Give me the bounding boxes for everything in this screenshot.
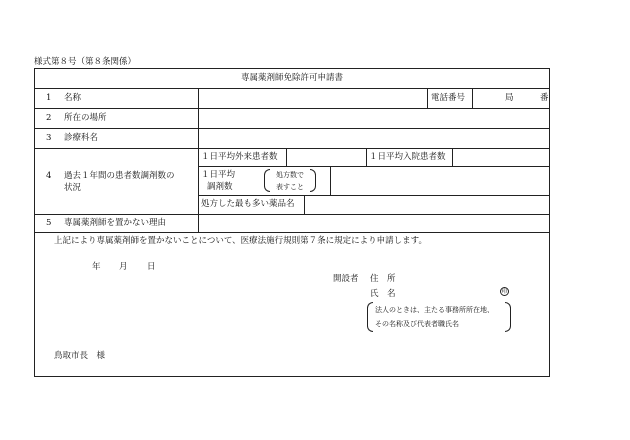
outpatient-label: １日平均外来患者数 — [201, 152, 278, 162]
applicant-note-right-brace — [505, 302, 511, 332]
row4-label-line2: 状況 — [64, 183, 82, 193]
rule-dispense-value — [330, 166, 331, 195]
rule-row5-bottom — [34, 232, 550, 233]
rule-row2-bottom — [34, 128, 550, 129]
applicant-note-line1: 法人のときは、主たる事務所所在地、 — [375, 306, 494, 314]
rule-top-drug-value — [304, 195, 305, 214]
rule-phone-left — [427, 88, 428, 108]
rule-inpatient-label — [366, 148, 367, 166]
dispense-note-line1: 処方数で — [276, 171, 304, 179]
phone-ban: 番 — [540, 93, 549, 103]
date-year: 年 — [92, 262, 101, 272]
row2-number: 2 — [46, 113, 52, 123]
row1-label: 名称 — [64, 93, 82, 103]
row3-number: 3 — [46, 133, 52, 143]
form-title: 専属薬剤師免除許可申請書 — [240, 73, 343, 83]
seal-mark: 印 — [501, 288, 508, 295]
row4-number: 4 — [46, 171, 52, 181]
inpatient-label: １日平均入院患者数 — [369, 152, 446, 162]
rule-row1-bottom — [34, 108, 550, 109]
row4-label-line1: 過去１年間の患者数調剤数の — [64, 171, 175, 181]
row2-label: 所在の場所 — [64, 113, 107, 123]
dispense-note-right-brace — [310, 169, 316, 192]
rule-row4b-bottom — [198, 195, 550, 196]
rule-label-column — [198, 88, 199, 232]
rule-row4a-bottom — [198, 166, 550, 167]
applicant-note-line2: その名称及び代表者職氏名 — [375, 320, 459, 328]
name-label: 氏 名 — [370, 289, 396, 299]
application-statement: 上記により専属薬剤師を置かないことについて、医療法施行規則第７条に規定により申請します。 — [54, 236, 427, 246]
row3-label: 診療科名 — [64, 133, 99, 143]
rule-inpatient-value — [452, 148, 453, 166]
address-label: 住 所 — [370, 274, 396, 284]
form-number: 様式第８号（第８条関係） — [34, 57, 137, 67]
applicant-role: 開設者 — [333, 274, 359, 284]
applicant-note-left-brace — [367, 302, 373, 332]
rule-row4-bottom — [34, 214, 550, 215]
top-drug-label: 処方した最も多い薬品名 — [201, 199, 295, 209]
phone-kyoku: 局 — [505, 93, 514, 103]
row5-label: 専属薬剤師を置かない理由 — [64, 218, 167, 228]
dispense-label-line2: 調剤数 — [207, 182, 233, 192]
dispense-label-line1: １日平均 — [201, 170, 236, 180]
phone-label: 電話番号 — [431, 93, 466, 103]
date-month: 月 — [119, 262, 128, 272]
rule-outpatient-value — [286, 148, 287, 166]
rule-phone-right — [472, 88, 473, 108]
dispense-note-line2: 表すこと — [276, 183, 304, 191]
addressee: 鳥取市長 様 — [54, 351, 106, 361]
rule-row3-bottom — [34, 148, 550, 149]
row5-number: 5 — [46, 218, 52, 228]
row1-number: 1 — [46, 93, 52, 103]
date-day: 日 — [147, 262, 156, 272]
dispense-note-left-brace — [264, 169, 270, 192]
